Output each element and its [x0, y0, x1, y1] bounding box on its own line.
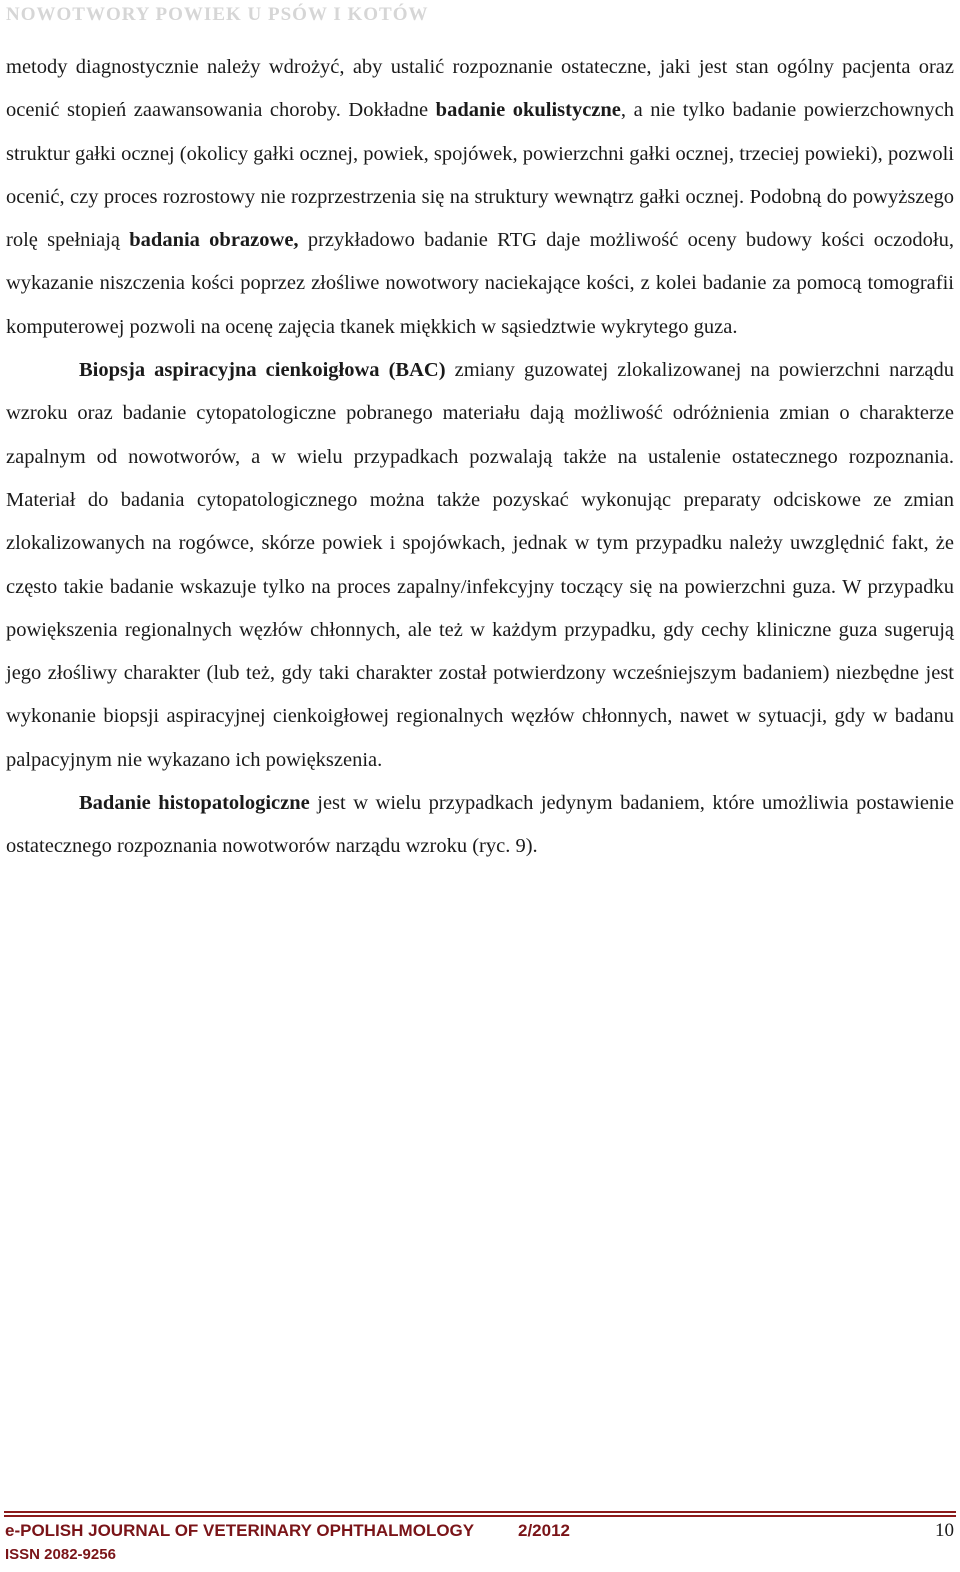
- footer-journal-name: e-POLISH JOURNAL OF VETERINARY OPHTHALMOLOGY: [5, 1521, 475, 1540]
- page-number: 10: [935, 1520, 954, 1541]
- paragraph-biopsy: [6, 349, 954, 782]
- bold-term: Badanie histopatologiczne: [79, 792, 310, 815]
- footer-rule-bottom: [4, 1515, 956, 1517]
- footer-rule-top: [4, 1511, 956, 1513]
- article-body: [6, 46, 954, 869]
- text-run: zmiany guzowatej zlokalizowanej na powierzchni narządu wzroku oraz badanie cytopatologiczne pobranego materiału dają możliwość odróżnienia zmian o charakterze zapalnym od nowotworów, a w wielu przypadkach pozwalają także na ustalenie ostatecznego rozpoznania. Materiał do badania cytopatologicznego można także pozyskać wykonując preparaty odciskowe ze zmian zlokalizowanych na rogówce, skórze powiek i spojówkach, jednak w tym przypadku należy uwzględnić fakt, że często takie badanie wskazuje tylko na proces zapalny/infekcyjny toczący się na powierzchni guza. W przypadku powiększenia regionalnych węzłów chłonnych, ale też w każdym przypadku, gdy cechy kliniczne guza sugerują jego złośliwy charakter (lub też, gdy taki charakter został potwierdzony wcześniejszym badaniem) niezbędne jest wykonanie biopsji aspiracyjnej cienkoigłowej regionalnych węzłów chłonnych, nawet w sytuacji, gdy w badanu palpacyjnym nie wykazano ich powiększenia.: [6, 359, 955, 771]
- paragraph-histopathology: [6, 782, 954, 869]
- footer-issn: ISSN 2082-9256: [5, 1546, 116, 1563]
- bold-term: Biopsja aspiracyjna cienkoigłowa (BAC): [79, 359, 446, 382]
- footer-issue: 2/2012: [518, 1521, 570, 1540]
- text-run: metody diagnostycznie należy wdrożyć, aby ustalić rozpoznanie ostateczne, jaki jest stan ogólny pacjenta oraz ocenić stopień zaawansowania choroby. Dokładne: [6, 56, 954, 122]
- bold-term: badanie okulistyczne: [435, 99, 621, 122]
- running-header: NOWOTWORY POWIEK U PSÓW I KOTÓW: [6, 4, 429, 25]
- text-run: przykładowo badanie RTG daje możliwość oceny budowy kości oczodołu, wykazanie niszczenia kości poprzez złośliwe nowotwory naciekające kości, z kolei badanie za pomocą tomografii komputerowej pozwoli na ocenę zajęcia tkanek miękkich w sąsiedztwie wykrytego guza.: [6, 229, 954, 338]
- paragraph-diagnostics: [6, 46, 954, 349]
- text-run: jest w wielu przypadkach jedynym badaniem, które umożliwia postawienie ostatecznego rozpoznania nowotworów narządu wzroku (ryc. 9).: [6, 792, 954, 858]
- text-run: , a nie tylko badanie powierzchownych struktur gałki ocznej (okolicy gałki ocznej, powiek, spojówek, powierzchni gałki ocznej, trzeciej powieki), pozwoli ocenić, czy proces rozrostowy nie rozprzestrzenia się na struktury wewnątrz gałki ocznej. Podobną do powyższego rolę spełniają: [6, 99, 954, 252]
- bold-term: badania obrazowe,: [129, 229, 299, 252]
